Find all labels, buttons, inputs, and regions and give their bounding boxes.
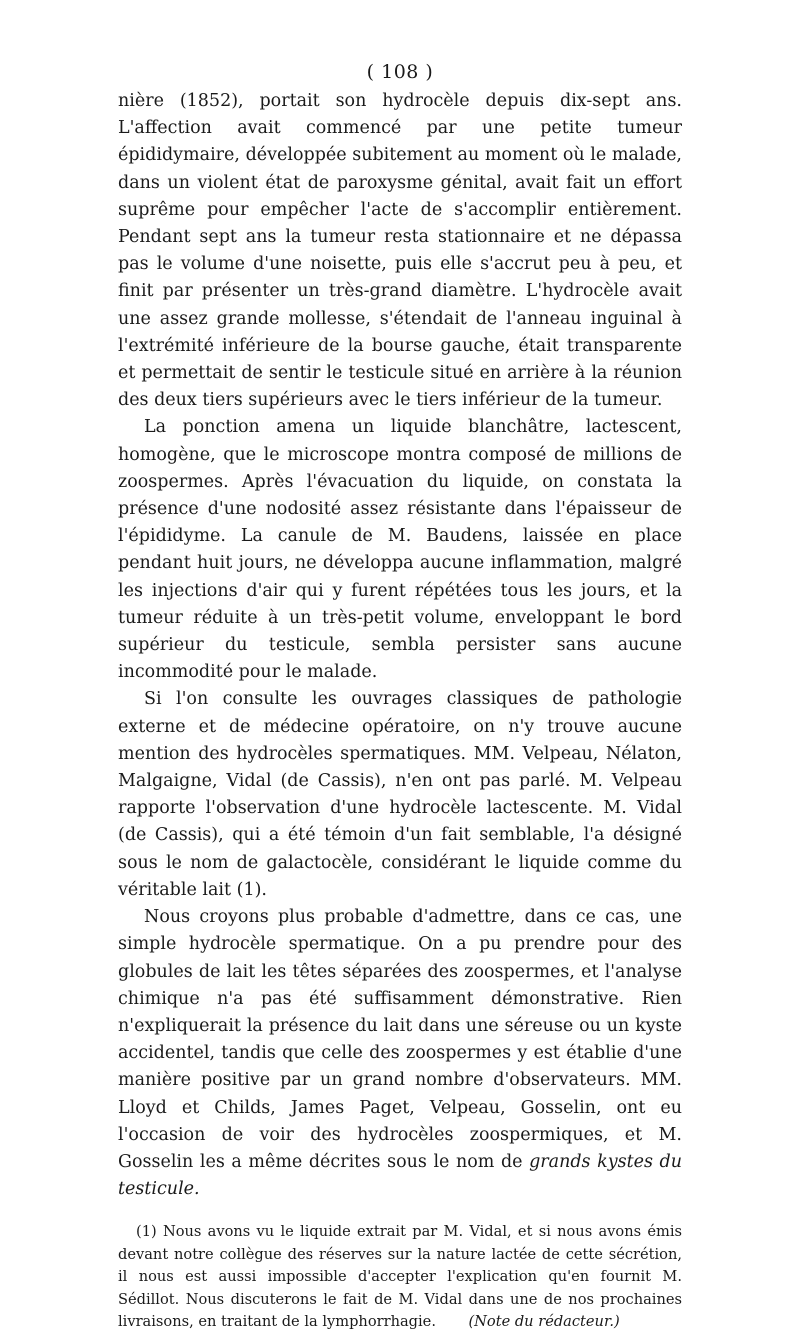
paragraph-3: Si l'on consulte les ouvrages classiques de pathologie externe et de médecine opératoire, on n'y trouve aucune mention des hydrocèles spermatiques. MM. Velpeau, Nélaton, Malgaigne, Vidal (de Cassis), n'en ont pas parlé. M. Velpeau rapporte l'observation d'une hydrocèle lactescente. M. Vidal (de Cassis), qui a été témoin d'un fait semblable, l'a désigné sous le nom de galactocèle, considérant le liquide comme du véritable lait (1). bbox=[118, 689, 682, 900]
paragraph-4-text: Nous croyons plus probable d'admettre, dans ce cas, une simple hydrocèle spermatique. On a pu prendre pour des globules de lait les têtes séparées des zoospermes, et l'analyse chimique n'a pas été suffisamment démonstrative. Rien n'expliquerait la présence du lait dans une séreuse ou un kyste accidentel, tandis que celle des zoospermes y est établie d'une manière positive par un grand nombre d'observateurs. MM. Lloyd et Childs, James Paget, Velpeau, Gosselin, ont eu l'occasion de voir des hydrocèles zoospermiques, et M. Gosselin les a même décrites sous le nom de bbox=[118, 907, 682, 1172]
page-number: ( 108 ) bbox=[366, 61, 434, 83]
body-text bbox=[118, 88, 682, 1203]
footnote-attribution: (Note du rédacteur.) bbox=[468, 1312, 620, 1330]
book-page bbox=[118, 58, 682, 1333]
footnote-text: (1) Nous avons vu le liquide extrait par M. Vidal, et si nous avons émis devant notre collègue des réserves sur la nature lactée de cette sécrétion, il nous est aussi impossible d'accepter l'explication qu'en fournit M. Sédillot. Nous discuterons le fait de M. Vidal dans une de nos prochaines livraisons, en traitant de la lymphorrhagie. bbox=[118, 1223, 682, 1330]
paragraph-4-italic-term: grands kystes du testicule. bbox=[118, 1151, 682, 1200]
footnote bbox=[118, 1221, 682, 1333]
paragraph-4 bbox=[118, 904, 682, 1203]
footnote-spacer bbox=[441, 1313, 464, 1330]
paragraph-1: nière (1852), portait son hydrocèle depuis dix-sept ans. L'affection avait commencé par une petite tumeur épididymaire, développée subitement au moment où le malade, dans un violent état de paroxysme génital, avait fait un effort suprême pour empêcher l'acte de s'accomplir entièrement. Pendant sept ans la tumeur resta stationnaire et ne dépassa pas le volume d'une noisette, puis elle s'accrut peu à peu, et finit par présenter un très-grand diamètre. L'hydrocèle avait une assez grande mollesse, s'étendait de l'anneau inguinal à l'extrémité inférieure de la bourse gauche, était transparente et permettait de sentir le testicule situé en arrière à la réunion des deux tiers supérieurs avec le tiers inférieur de la tumeur. bbox=[118, 91, 682, 411]
paragraph-2: La ponction amena un liquide blanchâtre, lactescent, homogène, que le microscope montra composé de millions de zoospermes. Après l'évacuation du liquide, on constata la présence d'une nodosité assez résistante dans l'épaisseur de l'épididyme. La canule de M. Baudens, laissée en place pendant huit jours, ne développa aucune inflammation, malgré les injections d'air qui y furent répétées tous les jours, et la tumeur réduite à un très-petit volume, enveloppant le bord supérieur du testicule, sembla persister sans aucune incommodité pour le malade. bbox=[118, 417, 682, 683]
